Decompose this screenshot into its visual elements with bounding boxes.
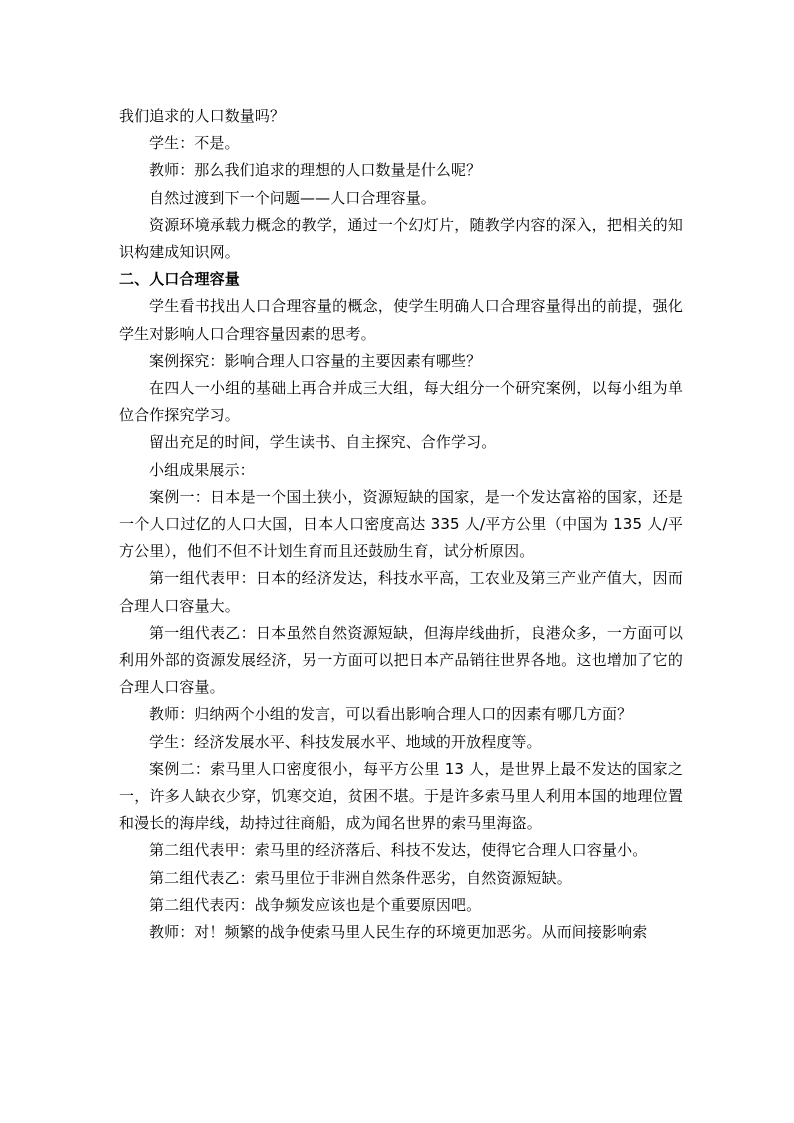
paragraph: 我们追求的人口数量吗？: [119, 107, 286, 125]
paragraph: 学生：不是。: [149, 134, 240, 153]
paragraph: 第一组代表甲：日本的经济发达，科技水平高，工农业及第三产业产值大，因而合理人口容量大。: [119, 569, 683, 615]
paragraph: 教师：归纳两个小组的发言，可以看出影响合理人口的因素有哪几方面？: [149, 705, 633, 724]
paragraph: 自然过渡到下一个问题——人口合理容量。: [149, 188, 436, 207]
paragraph: 第二组代表乙：索马里位于非洲自然条件恶劣，自然资源短缺。: [149, 868, 572, 887]
paragraph: 资源环境承载力概念的教学，通过一个幻灯片，随教学内容的深入，把相关的知识构建成知识网。: [119, 215, 683, 262]
paragraph: 案例一：日本是一个国土狭小，资源短缺的国家，是一个发达富裕的国家，还是一个人口过亿的人口大国，日本人口密度高达 335 人/平方公里（中国为 135 人/平方公里），他们不但不计划生育而且还鼓励生育，试分析原因。: [119, 487, 683, 561]
paragraph: 小组成果展示：: [149, 460, 255, 479]
paragraph: 教师：那么我们追求的理想的人口数量是什么呢？: [149, 161, 482, 180]
paragraph: 案例探究：影响合理人口容量的主要因素有哪些？: [149, 351, 482, 370]
paragraph: 学生：经济发展水平、科技发展水平、地域的开放程度等。: [149, 732, 542, 751]
paragraph: 在四人一小组的基础上再合并成三大组，每大组分一个研究案例，以每小组为单位合作探究学习。: [119, 379, 683, 425]
paragraph: 第二组代表丙：战争频发应该也是个重要原因吧。: [149, 895, 482, 914]
paragraph: 案例二：索马里人口密度很小，每平方公里 13 人，是世界上最不发达的国家之一，许多人缺衣少穿，饥寒交迫，贫困不堪。于是许多索马里人利用本国的地理位置和漫长的海岸线，劫持过往商船，成为闻名世界的索马里海盗。: [119, 759, 683, 833]
document-body: [119, 103, 683, 946]
paragraph: 第二组代表甲：索马里的经济落后、科技不发达，使得它合理人口容量小。: [149, 841, 648, 860]
section-heading: 二、人口合理容量: [119, 270, 240, 289]
paragraph: 学生看书找出人口合理容量的概念，使学生明确人口合理容量得出的前提，强化学生对影响人口合理容量因素的思考。: [119, 297, 683, 343]
paragraph: 教师：对！频繁的战争使索马里人民生存的环境更加恶劣。从而间接影响索: [149, 923, 648, 942]
paragraph: 第一组代表乙：日本虽然自然资源短缺，但海岸线曲折，良港众多，一方面可以利用外部的资源发展经济，另一方面可以把日本产品销往世界各地。这也增加了它的合理人口容量。: [119, 623, 683, 697]
paragraph: 留出充足的时间，学生读书、自主探究、合作学习。: [149, 433, 497, 452]
